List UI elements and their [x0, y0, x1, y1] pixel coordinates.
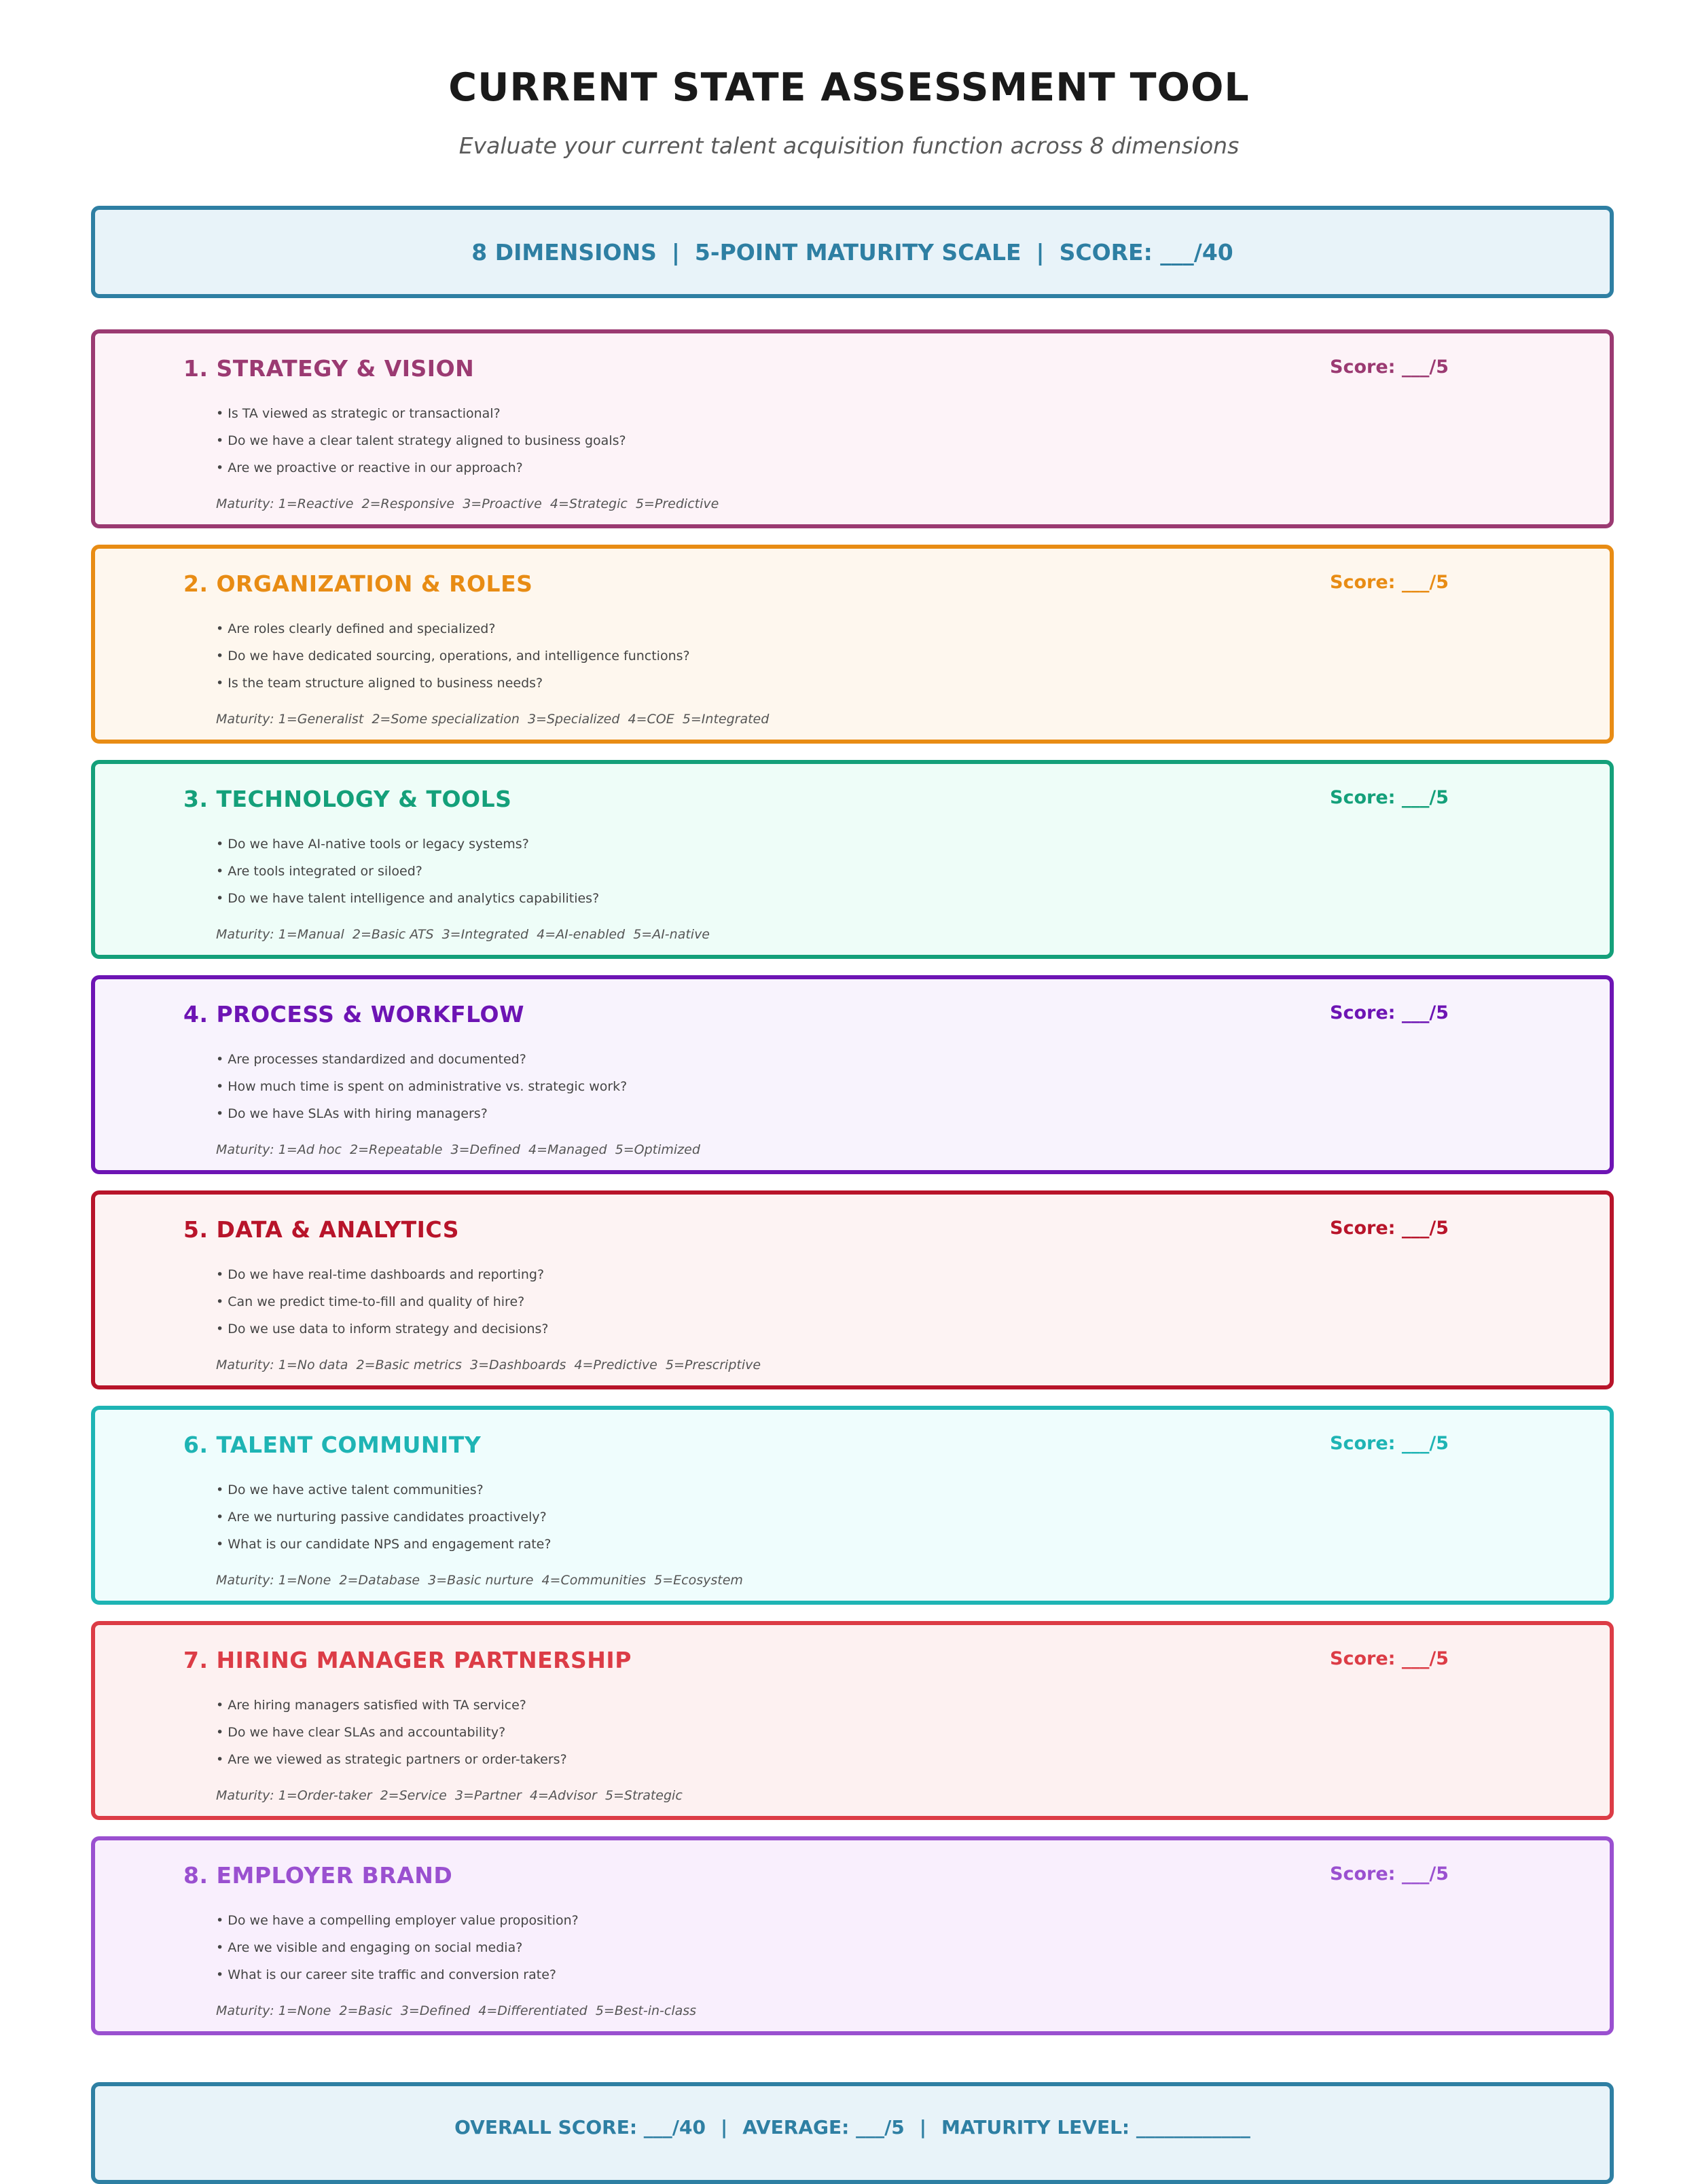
question-item: • Do we have AI-native tools or legacy systems? [216, 836, 599, 863]
question-item: • Are hiring managers satisfied with TA service? [216, 1697, 567, 1724]
overall-score-field[interactable]: OVERALL SCORE: ___/40 [454, 2116, 706, 2138]
question-item: • Do we have talent intelligence and analytics capabilities? [216, 890, 599, 917]
maturity-scale-text: Maturity: 1=Order-taker 2=Service 3=Partner 4=Advisor 5=Strategic [216, 1788, 683, 1803]
dimension-card [91, 1190, 1614, 1389]
dimension-title: 5. DATA & ANALYTICS [183, 1216, 459, 1243]
page-subtitle: Evaluate your current talent acquisition function across 8 dimensions [458, 132, 1240, 159]
question-item: • Do we have a compelling employer value proposition? [216, 1912, 579, 1940]
separator: | [1036, 238, 1045, 266]
dimension-score-field[interactable]: Score: ___/5 [1330, 1218, 1449, 1239]
maturity-scale-text: Maturity: 1=Generalist 2=Some specialization 3=Specialized 4=COE 5=Integrated [216, 712, 770, 727]
dimension-card [91, 975, 1614, 1174]
question-item: • Do we have clear SLAs and accountability? [216, 1724, 567, 1751]
dimension-title: 4. PROCESS & WORKFLOW [183, 1001, 524, 1027]
question-list [216, 621, 690, 702]
dimension-score-field[interactable]: Score: ___/5 [1330, 1648, 1449, 1669]
maturity-scale-text: Maturity: 1=No data 2=Basic metrics 3=Dashboards 4=Predictive 5=Prescriptive [216, 1358, 761, 1372]
overall-score-banner [91, 2082, 1614, 2184]
summary-banner [91, 206, 1614, 298]
question-item: • Do we have active talent communities? [216, 1482, 551, 1509]
dimension-title: 8. EMPLOYER BRAND [183, 1862, 453, 1889]
dimension-score-field[interactable]: Score: ___/5 [1330, 787, 1449, 808]
maturity-level-field[interactable]: MATURITY LEVEL: ____________ [941, 2116, 1250, 2138]
average-score-field[interactable]: AVERAGE: ___/5 [742, 2116, 905, 2138]
separator: | [720, 2116, 728, 2138]
question-list [216, 1267, 548, 1348]
separator: | [919, 2116, 927, 2138]
maturity-scale-text: Maturity: 1=Reactive 2=Responsive 3=Proactive 4=Strategic 5=Predictive [216, 496, 719, 511]
question-item: • How much time is spent on administrative vs. strategic work? [216, 1078, 627, 1106]
question-item: • Are processes standardized and documented? [216, 1051, 627, 1078]
page-title: CURRENT STATE ASSESSMENT TOOL [448, 65, 1250, 110]
question-item: • Is TA viewed as strategic or transactional? [216, 405, 626, 433]
question-item: • Are tools integrated or siloed? [216, 863, 599, 890]
dimension-title: 6. TALENT COMMUNITY [183, 1432, 482, 1458]
dimension-card [91, 1621, 1614, 1820]
question-item: • What is our candidate NPS and engagement rate? [216, 1536, 551, 1563]
question-item: • Are we nurturing passive candidates proactively? [216, 1509, 551, 1536]
question-list [216, 1912, 579, 1994]
question-item: • Are roles clearly defined and specialized? [216, 621, 690, 648]
question-list [216, 1697, 567, 1779]
question-item: • Are we proactive or reactive in our approach? [216, 460, 626, 487]
dimension-score-field[interactable]: Score: ___/5 [1330, 1863, 1449, 1885]
question-item: • Do we have real-time dashboards and reporting? [216, 1267, 548, 1294]
maturity-scale-text: Maturity: 1=Manual 2=Basic ATS 3=Integrated 4=AI-enabled 5=AI-native [216, 927, 710, 942]
question-list [216, 1051, 627, 1133]
question-item: • Can we predict time-to-fill and quality of hire? [216, 1294, 548, 1321]
dimension-score-field[interactable]: Score: ___/5 [1330, 357, 1449, 378]
question-list [216, 836, 599, 917]
question-item: • Do we use data to inform strategy and decisions? [216, 1321, 548, 1348]
total-score-field[interactable]: SCORE: ___/40 [1059, 238, 1233, 266]
dimension-title: 3. TECHNOLOGY & TOOLS [183, 786, 512, 812]
dimension-card [91, 760, 1614, 959]
dimension-title: 7. HIRING MANAGER PARTNERSHIP [183, 1647, 632, 1673]
question-item: • Do we have dedicated sourcing, operations, and intelligence functions? [216, 648, 690, 675]
question-item: • Do we have a clear talent strategy aligned to business goals? [216, 433, 626, 460]
separator: | [671, 238, 680, 266]
question-list [216, 1482, 551, 1563]
maturity-scale-text: Maturity: 1=None 2=Database 3=Basic nurture 4=Communities 5=Ecosystem [216, 1573, 743, 1588]
question-item: • Are we viewed as strategic partners or order-takers? [216, 1751, 567, 1779]
maturity-scale: 5-POINT MATURITY SCALE [694, 238, 1022, 266]
dimension-card [91, 545, 1614, 744]
maturity-scale-text: Maturity: 1=Ad hoc 2=Repeatable 3=Defined 4=Managed 5=Optimized [216, 1142, 700, 1157]
dimension-score-field[interactable]: Score: ___/5 [1330, 1002, 1449, 1023]
dimensions-count: 8 DIMENSIONS [471, 238, 657, 266]
dimension-score-field[interactable]: Score: ___/5 [1330, 1433, 1449, 1454]
dimension-title: 2. ORGANIZATION & ROLES [183, 570, 533, 597]
dimension-card [91, 1836, 1614, 2035]
question-list [216, 405, 626, 487]
question-item: • Is the team structure aligned to business needs? [216, 675, 690, 702]
maturity-scale-text: Maturity: 1=None 2=Basic 3=Defined 4=Differentiated 5=Best-in-class [216, 2003, 697, 2018]
question-item: • Are we visible and engaging on social media? [216, 1940, 579, 1967]
dimension-card [91, 1406, 1614, 1605]
dimension-title: 1. STRATEGY & VISION [183, 355, 475, 382]
question-item: • What is our career site traffic and conversion rate? [216, 1967, 579, 1994]
dimension-card [91, 329, 1614, 528]
question-item: • Do we have SLAs with hiring managers? [216, 1106, 627, 1133]
dimension-score-field[interactable]: Score: ___/5 [1330, 572, 1449, 593]
